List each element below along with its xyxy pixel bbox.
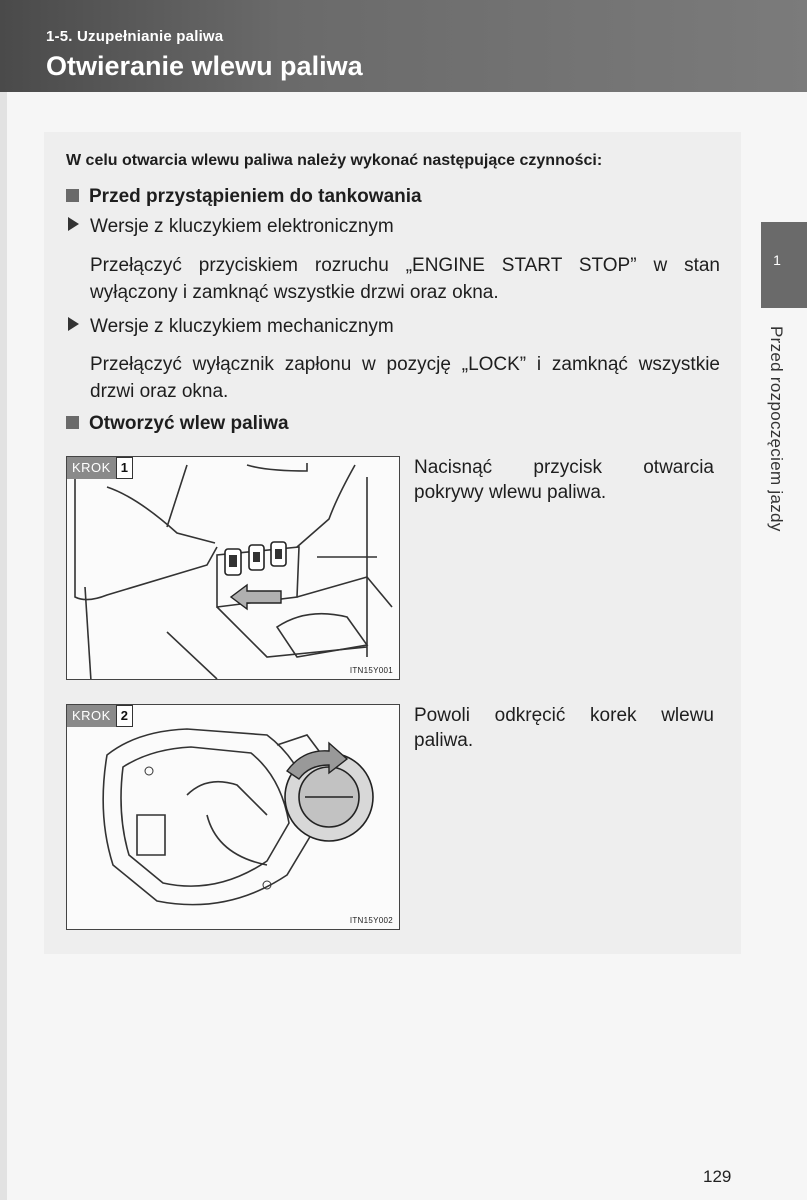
triangle-bullet-icon — [68, 317, 79, 331]
bullet-text: Wersje z kluczykiem mechanicznym — [90, 316, 394, 337]
fuel-cap-illustration — [67, 705, 400, 930]
heading-open-fuel — [66, 413, 289, 435]
heading-text: Przed przystąpieniem do tankowania — [89, 186, 422, 207]
step2-badge — [67, 705, 133, 727]
paragraph-mechanical-key: Przełączyć wyłącznik zapłonu w pozycję „LOCK” i zamknąć wszystkie drzwi oraz okna. — [90, 354, 720, 402]
step2-text: Powoli odkręcić korek wlewu paliwa. — [414, 705, 714, 751]
page-header — [0, 0, 807, 92]
arrow-icon — [231, 585, 281, 609]
section-label: 1-5. Uzupełnianie paliwa — [46, 28, 224, 45]
step1-text: Nacisnąć przycisk otwarcia pokrywy wlewu paliwa. — [414, 457, 714, 503]
step1-figure — [66, 456, 400, 680]
paragraph-smart-key: Przełączyć przyciskiem rozruchu „ENGINE START STOP” w stan wyłączony i zamknąć wszystkie drzwi oraz okna. — [90, 255, 720, 303]
step-number: 1 — [116, 457, 133, 479]
figure-code: ITN15Y001 — [349, 666, 393, 675]
bullet-text: Wersje z kluczykiem elektronicznym — [90, 216, 394, 237]
square-bullet-icon — [66, 189, 79, 202]
heading-text: Otworzyć wlew paliwa — [89, 413, 289, 434]
step1-badge — [67, 457, 133, 479]
step-label: KROK — [67, 705, 116, 727]
chapter-tab — [761, 222, 807, 308]
bullet-mechanical-key — [68, 316, 394, 338]
intro-text: W celu otwarcia wlewu paliwa należy wykonać następujące czynności: — [66, 152, 603, 169]
dashboard-illustration — [67, 457, 400, 680]
page-title: Otwieranie wlewu paliwa — [46, 51, 363, 81]
step-label: KROK — [67, 457, 116, 479]
chapter-label: Przed rozpoczęciem jazdy — [767, 326, 786, 532]
figure-code: ITN15Y002 — [349, 916, 393, 925]
square-bullet-icon — [66, 416, 79, 429]
triangle-bullet-icon — [68, 217, 79, 231]
step-number: 2 — [116, 705, 133, 727]
page-number: 129 — [703, 1167, 732, 1186]
step2-figure — [66, 704, 400, 930]
chapter-number: 1 — [773, 252, 781, 268]
heading-before-refueling — [66, 186, 422, 208]
bullet-smart-key — [68, 216, 394, 238]
page-edge — [0, 92, 7, 1200]
